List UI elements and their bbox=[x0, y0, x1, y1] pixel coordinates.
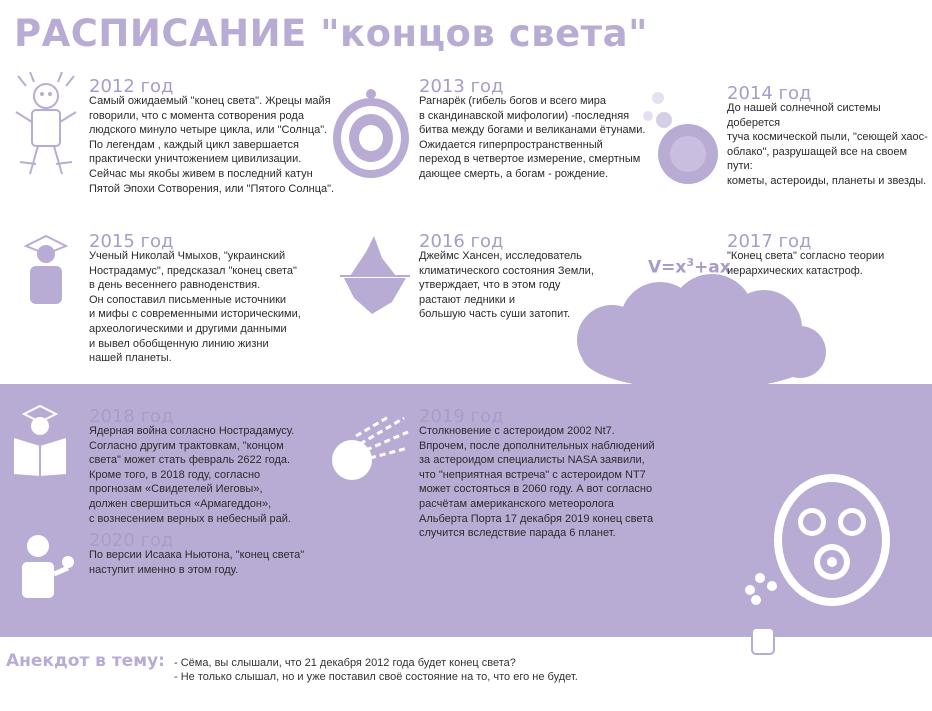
joke-line-1: - Сёма, вы слышали, что 21 декабря 2012 года будет конец света? bbox=[174, 657, 516, 669]
formula-icon bbox=[648, 256, 731, 278]
year-2014: 2014 год bbox=[727, 83, 812, 104]
year-2015: 2015 год bbox=[89, 231, 174, 252]
text-2012: Самый ожидаемый "конец света". Жрецы майя говорили, что с момента сотворения рода людского минуло четыре цикла, или "Солнца". По легендам , каждый цикл завершается практически уничтожением цивилизации. Сейчас мы якобы живем в последний катун Пятой Эпохи Сотворения, или "Пятого Солнца". bbox=[89, 95, 335, 195]
newton-icon bbox=[18, 534, 74, 598]
celtic-knot-icon bbox=[330, 86, 412, 182]
iceberg-icon bbox=[336, 236, 414, 316]
text-2017: "Конец света" согласно теории иерархических катастроф. bbox=[727, 250, 885, 277]
text-2020: По версии Исаака Ньютона, "конец света" наступит именно в этом году. bbox=[89, 549, 305, 576]
scholar-icon bbox=[24, 232, 68, 304]
year-2012: 2012 год bbox=[89, 76, 174, 97]
year-2019: 2019 год bbox=[419, 406, 504, 427]
year-2016: 2016 год bbox=[419, 231, 504, 252]
joke-label: Анекдот в тему: bbox=[6, 651, 165, 671]
gas-mask-icon bbox=[774, 474, 890, 606]
text-2018: Ядерная война согласно Нострадамусу. Согласно другим трактовкам, "концом света" может стать февраль 2622 года. Кроме того, в 2018 году, согласно прогнозам «Свидетелей Иеговы», должен свершиться «Армагеддон», с вознесением верных в небесный рай. bbox=[89, 425, 295, 525]
joke-text bbox=[174, 656, 578, 684]
text-2013: Рагнарёк (гибель богов и всего мира в скандинавской мифологии) -последняя битва между богами и великанами ётунами. Ожидается гиперпространственный переход в четвертое измерение, смертным дающее смерть, а богам - рождение. bbox=[419, 95, 646, 180]
year-2013: 2013 год bbox=[419, 76, 504, 97]
reader-icon bbox=[12, 404, 70, 476]
formula-tail: +ax bbox=[694, 257, 731, 278]
text-2014: До нашей солнечной системы доберется туча космической пыли, "сеющей хаос- облако", разрушащей все на своем пути: кометы, астероиды, планеты и звезды. bbox=[727, 102, 928, 187]
text-2019: Столкновение с астероидом 2002 Nt7. Впрочем, после дополнительных наблюдений за астероидом специалисты NASA заявили, что "неприятная встреча" с астероидом NT7 может состояться в 2060 году. А вот согласно расчётам американского метеоролога Альберта Порта 17 декабря 2019 конец света случится вследствие парада 6 планет. bbox=[419, 425, 655, 540]
formula-exponent: 3 bbox=[686, 256, 695, 269]
year-2020: 2020 год bbox=[89, 530, 174, 551]
aztec-god-icon bbox=[10, 72, 82, 180]
text-2015: Ученый Николай Чмыхов, "украинский Нострадамус", предсказал "конец света" в день весеннего равноденствия. Он сопоставил письменные источники и мифы с современными историческими, археологическими и другими данными и вывел обобщенную линию жизни нашей планеты. bbox=[89, 250, 301, 365]
site-url[interactable]: www.cgnf.ru bbox=[856, 672, 911, 683]
page-title: РАСПИСАНИЕ "концов света" bbox=[14, 12, 648, 55]
dust-cloud-icon bbox=[638, 88, 720, 186]
year-2018: 2018 год bbox=[89, 406, 174, 427]
asteroid-icon bbox=[330, 414, 410, 482]
formula-base: V=x bbox=[648, 257, 687, 278]
joke-line-2: - Не только слышал, но и уже поставил своё состояние на то, что его не будет. bbox=[174, 671, 578, 683]
text-2016: Джеймс Хансен, исследователь климатического состояния Земли, утверждает, что в этом году растают ледники и большую часть суши затопит. bbox=[419, 250, 594, 321]
year-2017: 2017 год bbox=[727, 231, 812, 252]
